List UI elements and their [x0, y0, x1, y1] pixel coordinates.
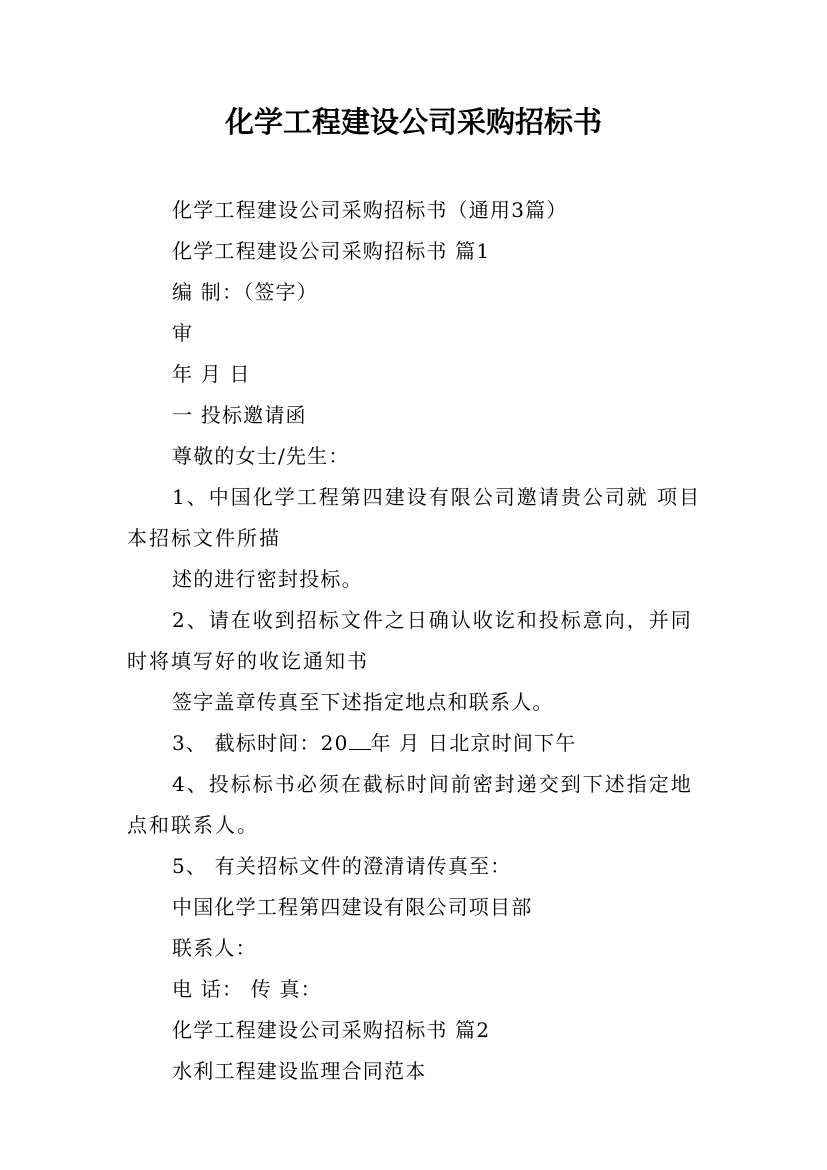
document-body — [127, 190, 705, 1092]
paragraph: 年 月 日 — [172, 362, 251, 386]
deadline-date: 年 月 日北京时间下午 — [370, 731, 577, 755]
paragraph: 尊敬的女士/先生： — [172, 444, 350, 468]
paragraph: 中国化学工程第四建设有限公司项目部 — [172, 895, 533, 919]
paragraph: 审 — [172, 321, 194, 345]
paragraph: 编 制：（签字） — [172, 280, 318, 304]
paragraph: 联系人： — [172, 936, 257, 960]
paragraph: 化学工程建设公司采购招标书 篇1 — [172, 239, 491, 263]
paragraph-deadline — [127, 723, 705, 764]
paragraph: 5、 有关招标文件的澄清请传真至： — [172, 854, 512, 878]
blank-underline — [349, 733, 371, 750]
paragraph: 化学工程建设公司采购招标书 篇2 — [172, 1018, 491, 1042]
paragraph: 电 话： 传 真： — [172, 977, 322, 1001]
paragraph: 1、中国化学工程第四建设有限公司邀请贵公司就 项目本招标文件所描 — [127, 485, 702, 550]
paragraph: 4、投标标书必须在截标时间前密封递交到下述指定地点和联系人。 — [127, 772, 693, 837]
paragraph: 化学工程建设公司采购招标书（通用3篇） — [172, 198, 568, 222]
paragraph: 2、请在收到招标文件之日确认收讫和投标意向，并同时将填写好的收讫通知书 — [127, 608, 693, 673]
paragraph: 签字盖章传真至下述指定地点和联系人。 — [172, 690, 554, 714]
deadline-label: 3、 截标时间：20 — [172, 731, 349, 755]
paragraph: 水利工程建设监理合同范本 — [172, 1059, 427, 1083]
paragraph: 述的进行密封投标。 — [172, 567, 363, 591]
paragraph: 一 投标邀请函 — [172, 403, 307, 427]
document-title: 化学工程建设公司采购招标书 — [224, 105, 602, 139]
